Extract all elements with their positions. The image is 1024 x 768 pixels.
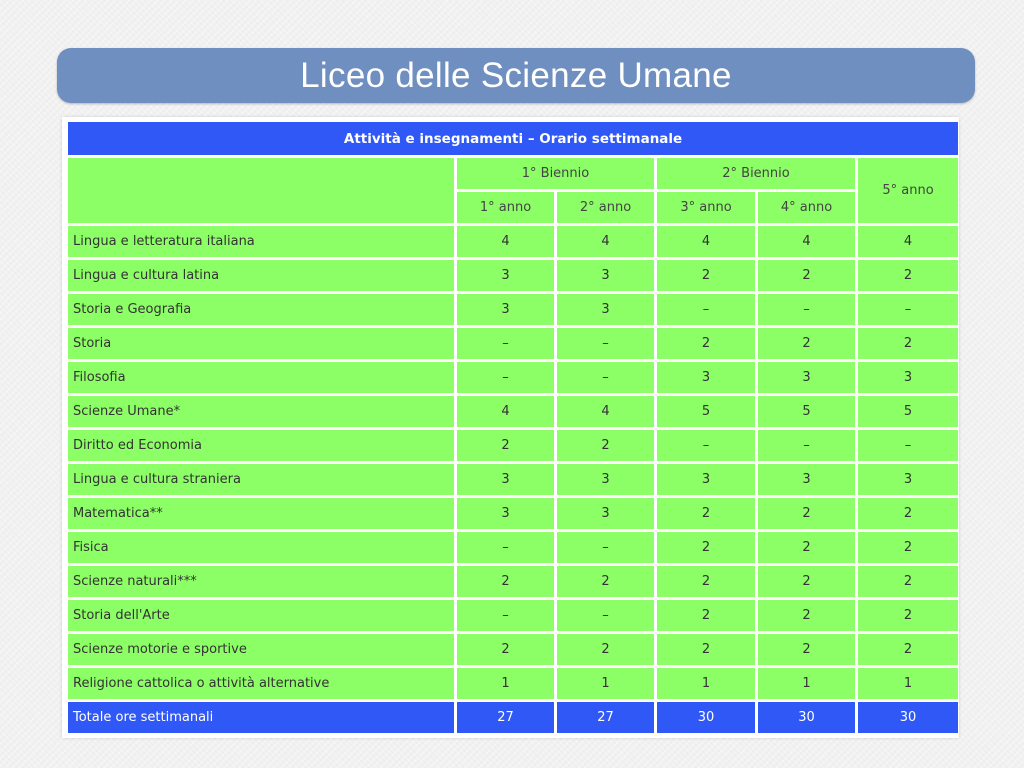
- hours-cell: 3: [557, 464, 654, 495]
- hours-cell: 2: [457, 566, 554, 597]
- schedule-table: [65, 119, 961, 736]
- group-header-year-5: 5° anno: [858, 158, 958, 223]
- hours-cell: 2: [557, 634, 654, 665]
- subject-cell: Religione cattolica o attività alternative: [68, 668, 454, 699]
- slide-title: Liceo delle Scienze Umane: [300, 55, 732, 95]
- table-row: [68, 600, 958, 631]
- hours-cell: –: [657, 430, 755, 461]
- hours-cell: 2: [657, 634, 755, 665]
- group-header-biennio-2: 2° Biennio: [657, 158, 855, 189]
- hours-cell: 3: [858, 464, 958, 495]
- hours-cell: –: [858, 430, 958, 461]
- hours-cell: 2: [858, 566, 958, 597]
- hours-cell: 3: [758, 464, 855, 495]
- hours-cell: 30: [758, 702, 855, 733]
- hours-cell: –: [758, 430, 855, 461]
- group-header-biennio-1: 1° Biennio: [457, 158, 654, 189]
- hours-cell: –: [657, 294, 755, 325]
- hours-cell: 2: [858, 260, 958, 291]
- hours-cell: 3: [657, 362, 755, 393]
- hours-cell: 2: [657, 566, 755, 597]
- hours-cell: 2: [657, 498, 755, 529]
- hours-cell: –: [557, 600, 654, 631]
- table-row: [68, 532, 958, 563]
- hours-cell: 2: [557, 430, 654, 461]
- subject-cell: Scienze motorie e sportive: [68, 634, 454, 665]
- hours-cell: –: [457, 328, 554, 359]
- hours-cell: 30: [858, 702, 958, 733]
- hours-cell: 3: [758, 362, 855, 393]
- hours-cell: 2: [457, 430, 554, 461]
- hours-cell: 1: [657, 668, 755, 699]
- hours-cell: –: [557, 362, 654, 393]
- subject-cell: Lingua e cultura straniera: [68, 464, 454, 495]
- hours-cell: 3: [457, 260, 554, 291]
- hours-cell: 3: [557, 498, 654, 529]
- hours-cell: 3: [858, 362, 958, 393]
- hours-cell: 27: [457, 702, 554, 733]
- hours-cell: 2: [758, 260, 855, 291]
- table-caption-row: [68, 122, 958, 155]
- subject-cell: Matematica**: [68, 498, 454, 529]
- hours-cell: 3: [557, 294, 654, 325]
- table-row: [68, 396, 958, 427]
- hours-cell: 5: [758, 396, 855, 427]
- hours-cell: 27: [557, 702, 654, 733]
- hours-cell: 3: [657, 464, 755, 495]
- table-row: [68, 294, 958, 325]
- table-row: [68, 226, 958, 257]
- hours-cell: 1: [858, 668, 958, 699]
- subject-cell: Scienze Umane*: [68, 396, 454, 427]
- year-header-2: 2° anno: [557, 192, 654, 223]
- hours-cell: 3: [457, 464, 554, 495]
- hours-cell: 2: [758, 328, 855, 359]
- hours-cell: 2: [657, 328, 755, 359]
- table-row: [68, 362, 958, 393]
- table-row: [68, 566, 958, 597]
- total-row: [68, 702, 958, 733]
- year-header-4: 4° anno: [758, 192, 855, 223]
- subject-header-cell: [68, 158, 454, 223]
- subject-cell: Storia: [68, 328, 454, 359]
- hours-cell: –: [557, 328, 654, 359]
- hours-cell: 1: [457, 668, 554, 699]
- subject-cell: Diritto ed Economia: [68, 430, 454, 461]
- hours-cell: 3: [557, 260, 654, 291]
- subject-cell: Storia e Geografia: [68, 294, 454, 325]
- hours-cell: 4: [758, 226, 855, 257]
- hours-cell: –: [457, 532, 554, 563]
- hours-cell: 2: [758, 634, 855, 665]
- hours-cell: 2: [657, 532, 755, 563]
- hours-cell: 2: [657, 260, 755, 291]
- hours-cell: 4: [457, 226, 554, 257]
- table-row: [68, 328, 958, 359]
- subject-cell: Totale ore settimanali: [68, 702, 454, 733]
- subject-cell: Filosofia: [68, 362, 454, 393]
- hours-cell: 2: [758, 532, 855, 563]
- hours-cell: 2: [758, 498, 855, 529]
- hours-cell: 5: [858, 396, 958, 427]
- subject-cell: Lingua e cultura latina: [68, 260, 454, 291]
- hours-cell: 2: [657, 600, 755, 631]
- hours-cell: 4: [457, 396, 554, 427]
- table-row: [68, 430, 958, 461]
- table-row: [68, 260, 958, 291]
- hours-cell: 2: [858, 634, 958, 665]
- hours-cell: –: [758, 294, 855, 325]
- hours-cell: 3: [457, 498, 554, 529]
- subject-cell: Lingua e letteratura italiana: [68, 226, 454, 257]
- table-row: [68, 668, 958, 699]
- table-row: [68, 464, 958, 495]
- hours-cell: 3: [457, 294, 554, 325]
- hours-cell: 2: [858, 600, 958, 631]
- hours-cell: 4: [557, 396, 654, 427]
- hours-cell: –: [457, 600, 554, 631]
- hours-cell: 4: [557, 226, 654, 257]
- table-row: [68, 498, 958, 529]
- table-caption: Attività e insegnamenti – Orario settimanale: [68, 122, 958, 155]
- hours-cell: –: [858, 294, 958, 325]
- hours-cell: 1: [557, 668, 654, 699]
- schedule-table-frame: [62, 117, 959, 738]
- table-row: [68, 634, 958, 665]
- hours-cell: 2: [457, 634, 554, 665]
- hours-cell: –: [557, 532, 654, 563]
- hours-cell: –: [457, 362, 554, 393]
- subject-cell: Storia dell'Arte: [68, 600, 454, 631]
- hours-cell: 2: [758, 566, 855, 597]
- hours-cell: 30: [657, 702, 755, 733]
- hours-cell: 2: [858, 532, 958, 563]
- subject-cell: Scienze naturali***: [68, 566, 454, 597]
- slide-title-bar: [57, 48, 975, 103]
- hours-cell: 4: [858, 226, 958, 257]
- hours-cell: 5: [657, 396, 755, 427]
- group-header-row: [68, 158, 958, 189]
- subject-cell: Fisica: [68, 532, 454, 563]
- hours-cell: 4: [657, 226, 755, 257]
- year-header-3: 3° anno: [657, 192, 755, 223]
- hours-cell: 2: [858, 498, 958, 529]
- year-header-1: 1° anno: [457, 192, 554, 223]
- hours-cell: 1: [758, 668, 855, 699]
- hours-cell: 2: [758, 600, 855, 631]
- hours-cell: 2: [557, 566, 654, 597]
- hours-cell: 2: [858, 328, 958, 359]
